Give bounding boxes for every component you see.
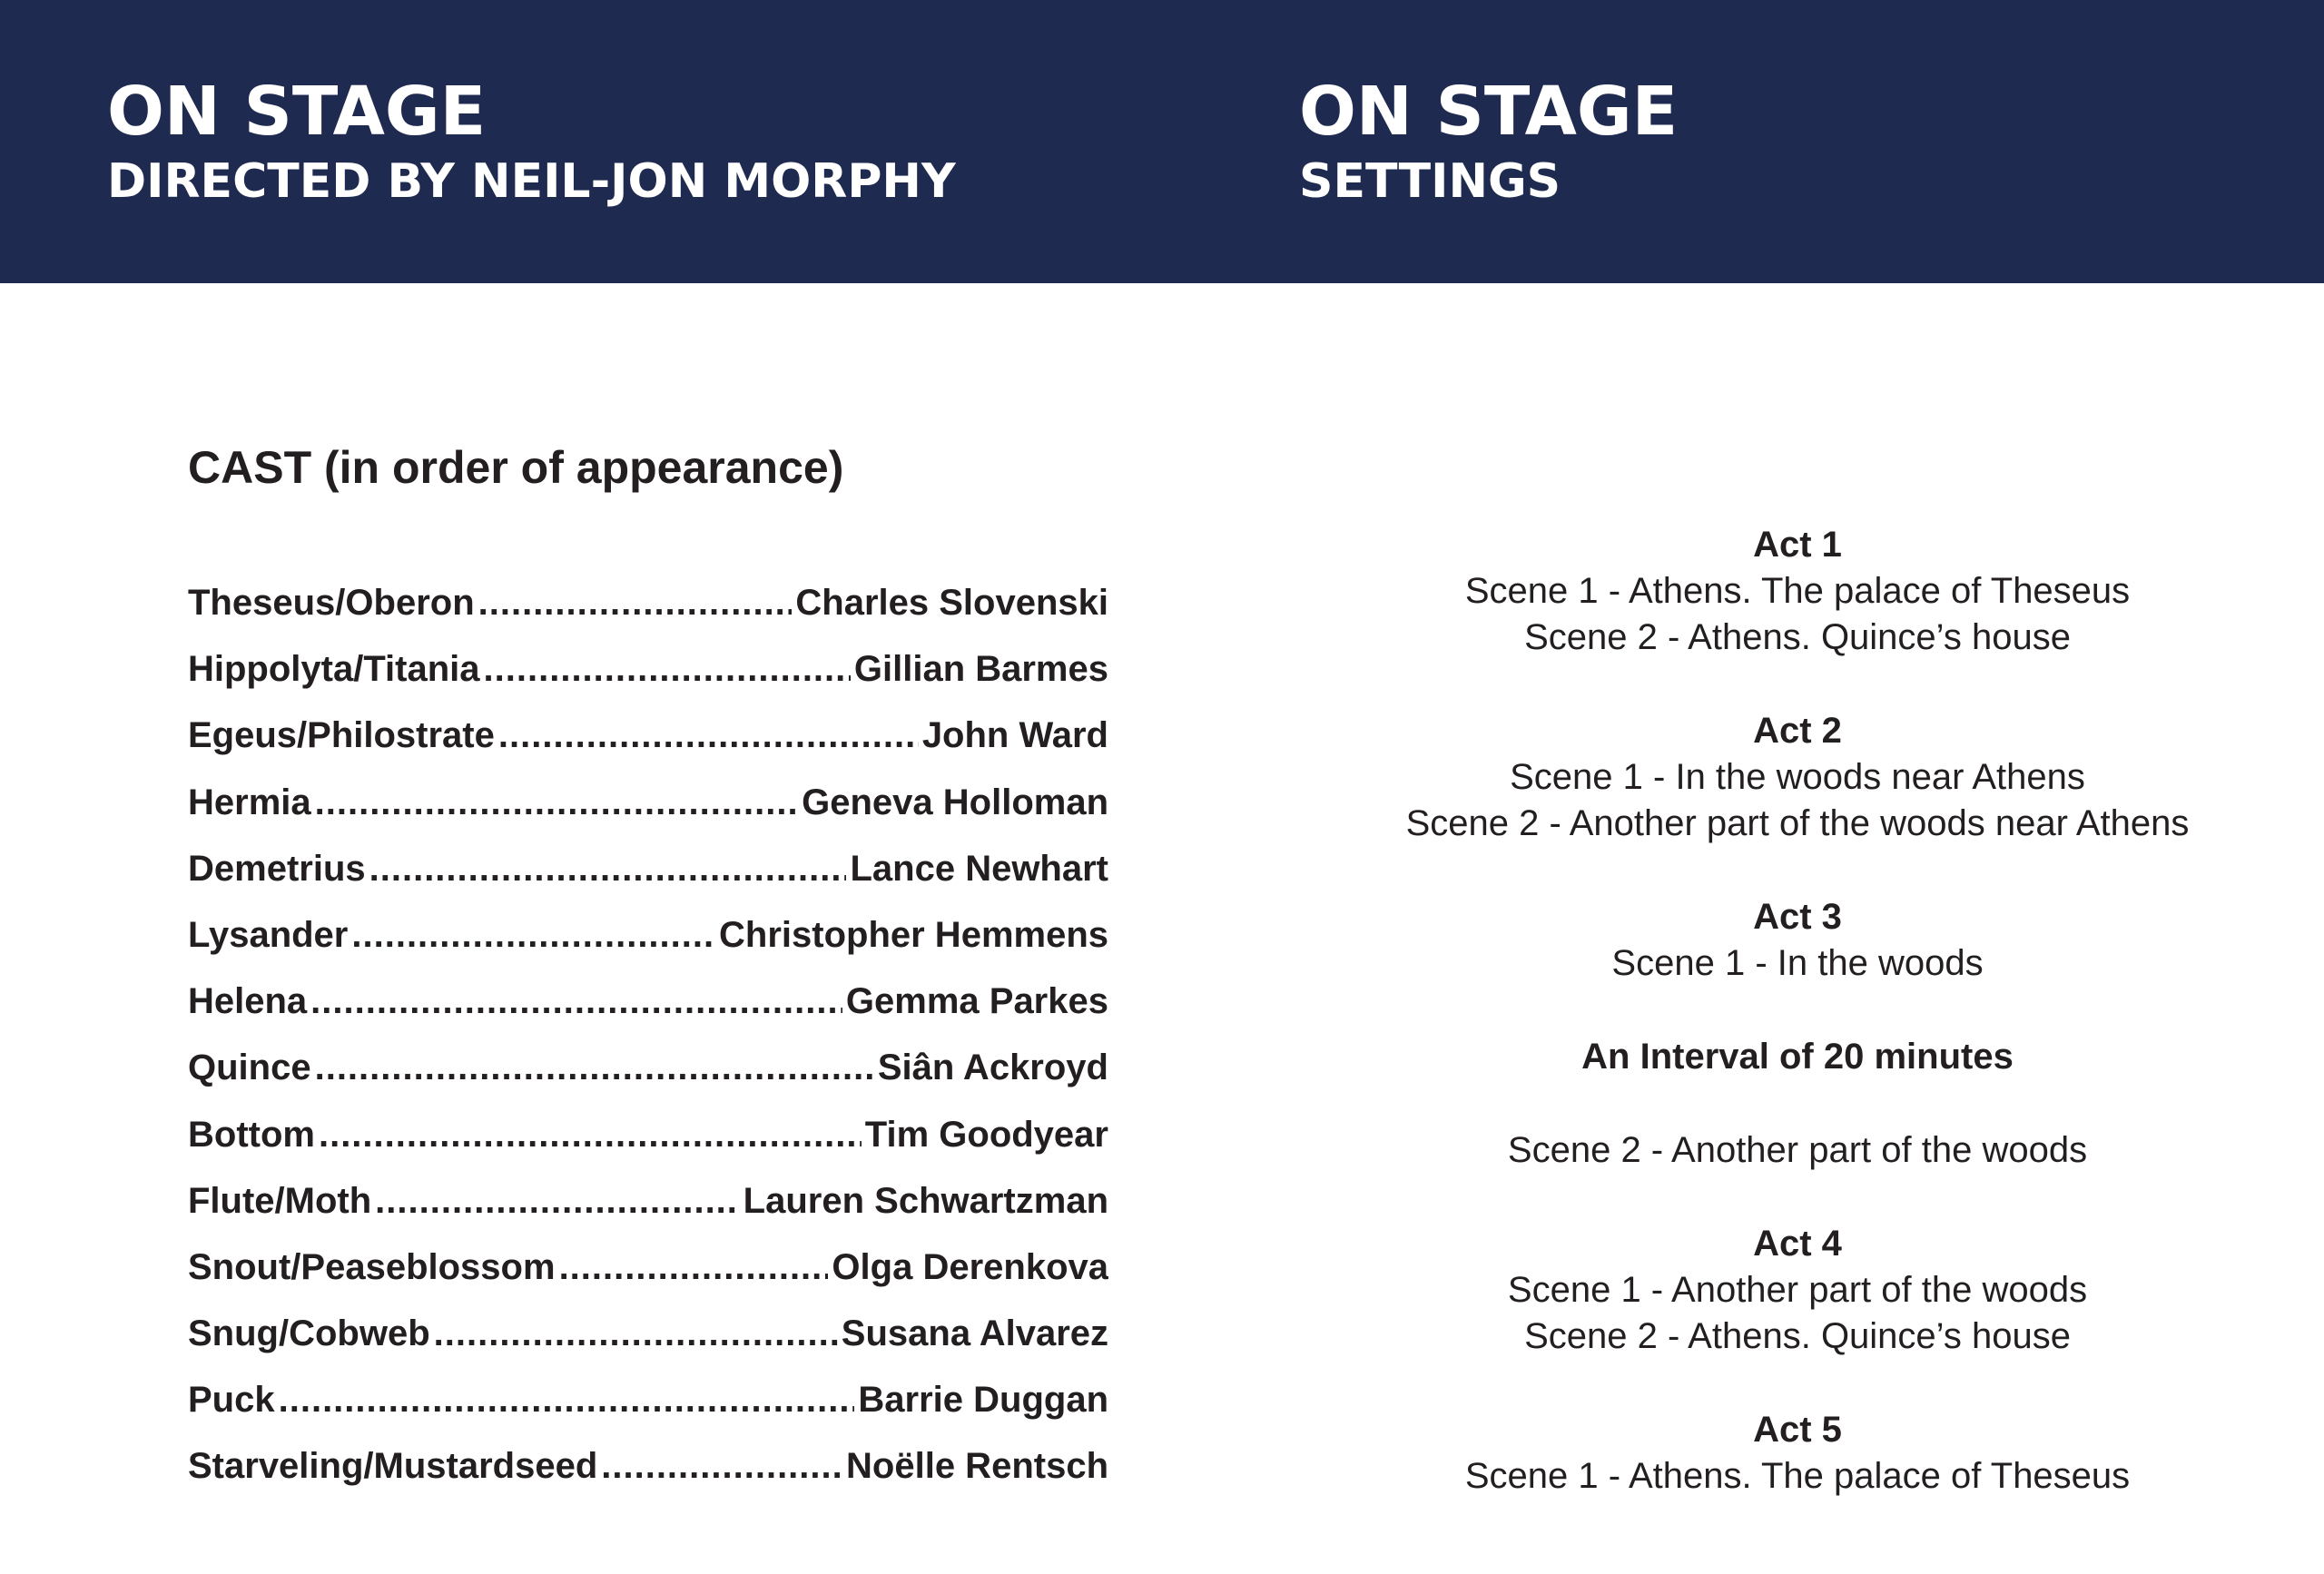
cast-row: [188, 1446, 1108, 1512]
cast-actor: John Ward: [921, 715, 1108, 756]
scene-line: Scene 1 - In the woods near Athens: [1510, 757, 2085, 797]
scene-line: Scene 1 - Athens. The palace of Theseus: [1464, 1456, 2131, 1496]
cast-actor: Gemma Parkes: [845, 981, 1108, 1022]
cast-role: Snug/Cobweb: [188, 1313, 430, 1354]
scene-line: Scene 2 - Athens. Quince’s house: [1524, 1316, 2071, 1356]
act-4: [1344, 1221, 2251, 1360]
dot-leader: [601, 1446, 842, 1487]
act-title: Act 1: [1753, 525, 1842, 565]
act-1: [1344, 522, 2251, 661]
cast-actor: Christopher Hemmens: [719, 914, 1108, 955]
cast-row: [188, 649, 1108, 715]
cast-header-title: ON STAGE: [107, 73, 487, 151]
act-3: [1344, 894, 2251, 987]
dot-leader: [315, 1048, 874, 1088]
dot-leader: [559, 1247, 829, 1288]
cast-actor: Olga Derenkova: [832, 1246, 1108, 1287]
cast-role: Egeus/Philostrate: [188, 715, 495, 756]
cast-actor: Lauren Schwartzman: [743, 1180, 1108, 1221]
cast-row: [188, 715, 1108, 782]
cast-row: [188, 849, 1108, 915]
cast-actor: Lance Newhart: [850, 848, 1108, 889]
cast-role: Quince: [188, 1048, 311, 1088]
cast-role: Theseus/Oberon: [188, 583, 475, 623]
scene-line: Scene 2 - Another part of the woods: [1507, 1130, 2088, 1170]
dot-leader: [351, 915, 715, 956]
cast-list: [188, 583, 1108, 1513]
cast-role: Puck: [188, 1380, 275, 1421]
scene-line: Scene 2 - Another part of the woods near Athens: [1405, 803, 2190, 843]
cast-actor: Siân Ackroyd: [877, 1048, 1108, 1088]
cast-actor: Noëlle Rentsch: [846, 1446, 1108, 1487]
settings-list: [1344, 522, 2251, 1547]
cast-row: [188, 1115, 1108, 1181]
settings-header: [1299, 73, 1679, 209]
director-credit: DIRECTED BY NEIL-JON MORPHY: [107, 154, 956, 209]
dot-leader: [478, 583, 793, 624]
cast-row: [188, 981, 1108, 1048]
dot-leader: [375, 1181, 740, 1222]
act-5: [1344, 1407, 2251, 1500]
scene-line: Scene 1 - In the woods: [1611, 943, 1984, 983]
cast-row: [188, 915, 1108, 981]
act-title: Act 3: [1753, 897, 1842, 937]
scene-line: Scene 1 - Another part of the woods: [1507, 1270, 2088, 1310]
cast-header: [107, 73, 956, 209]
act-title: Act 4: [1753, 1224, 1842, 1264]
cast-role: Starveling/Mustardseed: [188, 1446, 598, 1487]
settings-header-title: ON STAGE: [1299, 73, 1679, 151]
scene-line: Scene 1 - Athens. The palace of Theseus: [1464, 571, 2131, 611]
cast-actor: Barrie Duggan: [858, 1380, 1108, 1421]
cast-row: [188, 1181, 1108, 1247]
act-title: Act 5: [1753, 1410, 1842, 1450]
dot-leader: [498, 715, 919, 756]
cast-role: Hippolyta/Titania: [188, 649, 480, 690]
cast-role: Lysander: [188, 914, 349, 955]
cast-role: Hermia: [188, 782, 311, 822]
cast-heading: CAST (in order of appearance): [188, 442, 844, 493]
dot-leader: [484, 649, 851, 690]
cast-row: [188, 1380, 1108, 1446]
cast-role: Demetrius: [188, 848, 366, 889]
cast-role: Flute/Moth: [188, 1180, 372, 1221]
cast-role: Snout/Peaseblossom: [188, 1246, 556, 1287]
cast-row: [188, 1247, 1108, 1313]
dot-leader: [315, 782, 799, 823]
cast-row: [188, 583, 1108, 649]
settings-header-subtitle: SETTINGS: [1299, 154, 1561, 209]
after-interval: [1344, 1127, 2251, 1174]
cast-actor: Geneva Holloman: [802, 782, 1108, 822]
dot-leader: [434, 1313, 838, 1354]
dot-leader: [319, 1115, 862, 1156]
cast-row: [188, 1048, 1108, 1114]
cast-actor: Susana Alvarez: [841, 1313, 1108, 1354]
cast-actor: Tim Goodyear: [864, 1114, 1108, 1155]
dot-leader: [369, 849, 847, 890]
header-banner: [0, 0, 2324, 283]
cast-row: [188, 1313, 1108, 1380]
cast-role: Helena: [188, 981, 308, 1022]
scene-line: Scene 2 - Athens. Quince’s house: [1524, 617, 2071, 657]
cast-actor: Charles Slovenski: [795, 583, 1108, 623]
cast-role: Bottom: [188, 1114, 315, 1155]
cast-actor: Gillian Barmes: [853, 649, 1108, 690]
dot-leader: [279, 1380, 855, 1421]
act-2: [1344, 708, 2251, 847]
dot-leader: [310, 981, 842, 1022]
cast-row: [188, 782, 1108, 849]
interval-note: An Interval of 20 minutes: [1581, 1037, 2014, 1077]
act-title: Act 2: [1753, 711, 1842, 751]
